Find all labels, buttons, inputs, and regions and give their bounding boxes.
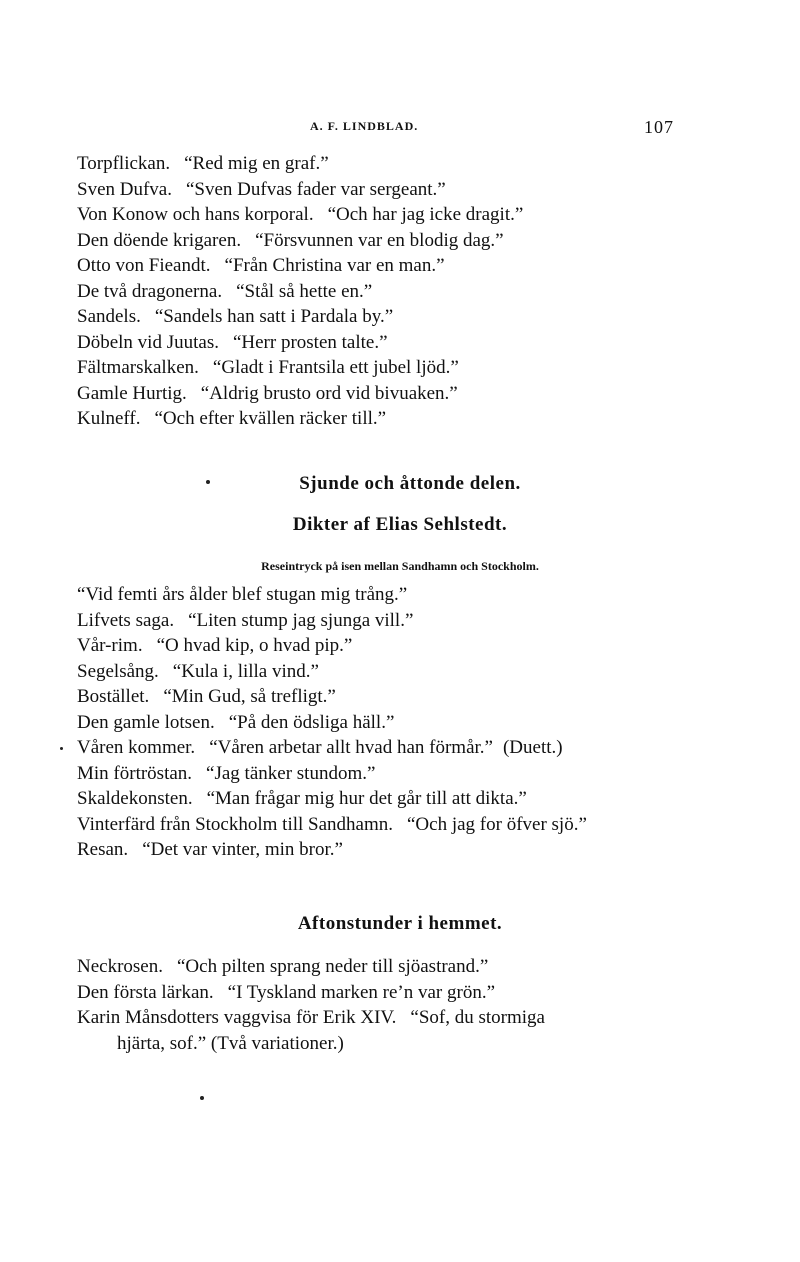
list-item: Våren kommer. “Våren arbetar allt hvad han förmår.” (Duett.) <box>77 737 563 758</box>
list-item: Lifvets saga. “Liten stump jag sjunga vill.” <box>77 609 414 631</box>
list-item: Bostället. “Min Gud, så trefligt.” <box>77 686 336 707</box>
part-heading: Sjunde och åttonde delen. <box>299 473 521 494</box>
list-item: Resan. “Det var vinter, min bror.” <box>77 839 343 860</box>
list-item: Neckrosen. “Och pilten sprang neder till sjöastrand.” <box>77 956 489 977</box>
list-item: Gamle Hurtig. “Aldrig brusto ord vid bivuaken.” <box>77 382 458 404</box>
section-2-subheading: Reseintryck på isen mellan Sandhamn och Stockholm. <box>261 559 539 573</box>
list-item: Min förtröstan. “Jag tänker stundom.” <box>77 762 376 784</box>
section-2-heading: Dikter af Elias Sehlstedt. <box>292 514 508 535</box>
list-item: Segelsång. “Kula i, lilla vind.” <box>77 660 319 682</box>
section-3-heading: Aftonstunder i hemmet. <box>297 913 503 934</box>
page-number: 107 <box>644 117 674 137</box>
print-speck <box>200 1096 204 1100</box>
list-item: Fältmarskalken. “Gladt i Frantsila ett jubel ljöd.” <box>77 357 459 378</box>
print-speck <box>60 747 63 750</box>
list-item-continuation: hjärta, sof.” (Två variationer.) <box>117 1032 344 1054</box>
list-item: Sven Dufva. “Sven Dufvas fader var sergeant.” <box>77 178 446 200</box>
list-item: Karin Månsdotters vaggvisa för Erik XIV. “Sof, du stormiga <box>77 1007 545 1028</box>
list-item: Sandels. “Sandels han satt i Pardala by.” <box>77 306 394 327</box>
list-item: Den första lärkan. “I Tyskland marken re’n var grön.” <box>77 981 496 1003</box>
list-item: Döbeln vid Juutas. “Herr prosten talte.” <box>77 331 388 353</box>
running-head <box>0 117 800 137</box>
section-3-list <box>77 954 717 1056</box>
list-item: De två dragonerna. “Stål så hette en.” <box>77 280 373 302</box>
list-item: Von Konow och hans korporal. “Och har jag icke dragit.” <box>77 204 524 225</box>
list-item: Den gamle lotsen. “På den ödsliga häll.” <box>77 711 395 733</box>
list-item: Vinterfärd från Stockholm till Sandhamn. “Och jag for öfver sjö.” <box>77 813 587 835</box>
section-2-list <box>77 582 717 863</box>
list-item: Skaldekonsten. “Man frågar mig hur det går till att dikta.” <box>77 788 527 809</box>
list-item: Otto von Fieandt. “Från Christina var en man.” <box>77 255 445 276</box>
list-item: Vår-rim. “O hvad kip, o hvad pip.” <box>77 635 353 656</box>
list-item: Torpflickan. “Red mig en graf.” <box>77 153 329 174</box>
list-item: “Vid femti års ålder blef stugan mig trång.” <box>77 584 408 605</box>
list-item: Den döende krigaren. “Försvunnen var en blodig dag.” <box>77 229 504 251</box>
list-item: Kulneff. “Och efter kvällen räcker till.” <box>77 408 387 429</box>
section-1-list <box>77 151 717 432</box>
running-head-author: A. F. LINDBLAD. <box>310 119 419 133</box>
